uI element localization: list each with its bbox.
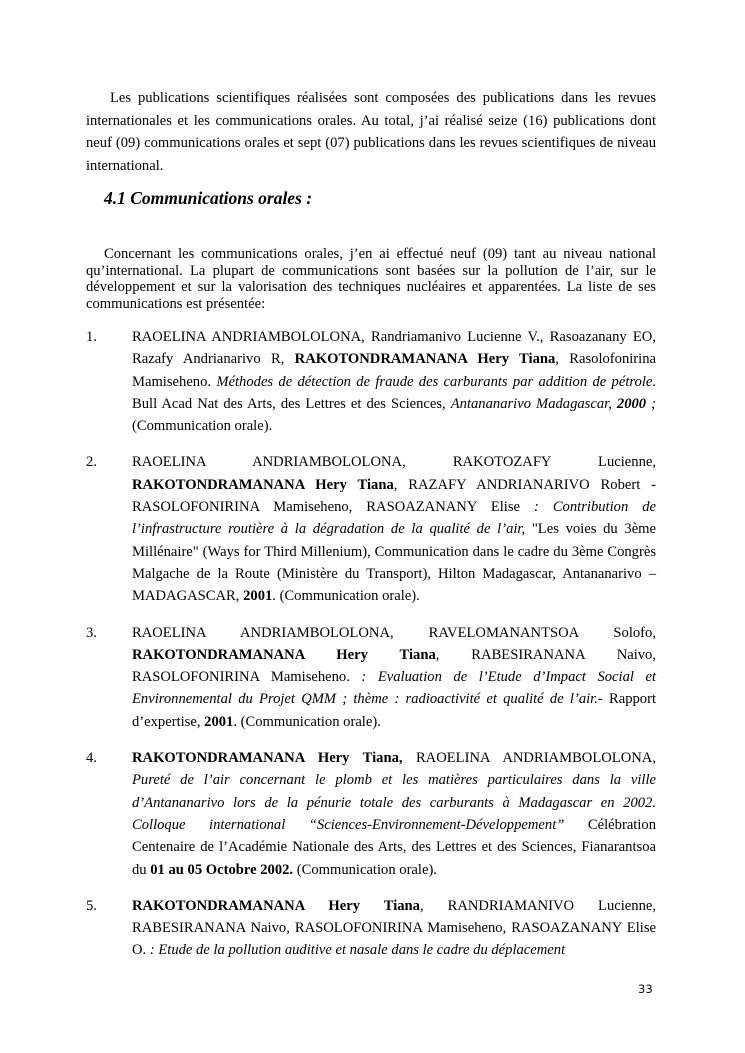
bold-text: 2001 xyxy=(204,713,234,730)
text-run: , RABESIRANANA Naivo, RASOLOFONIRINA Mamiseheno. xyxy=(132,646,657,686)
bold-text: RAKOTONDRAMANANA Hery Tiana, xyxy=(132,750,403,767)
reference-text xyxy=(132,451,656,607)
bold-italic-text: 2000 xyxy=(616,395,647,412)
italic-text: : Contribution de l’infrastructure routière à la dégradation de la qualité de l’air, xyxy=(132,499,656,538)
bold-text: 01 au 05 Octobre 2002. xyxy=(150,861,294,878)
reference-item xyxy=(86,326,656,437)
text-run: (Communication orale). xyxy=(132,418,273,435)
italic-text: : Evaluation de l’Etude d’Impact Social et Environnemental du Projet QMM ; thème : radioactivité et qualité de l’air. xyxy=(132,669,657,708)
reference-number: 3. xyxy=(86,624,97,641)
bold-text: RAKOTONDRAMANANA Hery Tiana xyxy=(132,897,420,914)
italic-text: : Etude de la pollution auditive et nasale dans le cadre du déplacement xyxy=(146,942,566,959)
italic-text: Antananarivo Madagascar, xyxy=(450,395,617,412)
italic-text: Méthodes de détection de fraude des carburants par addition de pétrole xyxy=(216,373,653,390)
bold-text: 2001 xyxy=(243,588,273,605)
section-heading: 4.1 Communications orales : xyxy=(104,188,313,208)
text-run: , RANDRIAMANIVO Lucienne, RABESIRANANA Naivo, RASOLOFONIRINA Mamiseheno, RASOAZANANY Elise O. xyxy=(132,897,656,959)
reference-item xyxy=(86,895,656,962)
reference-text xyxy=(132,747,656,881)
italic-text: ; xyxy=(646,395,656,412)
text-run: RAOELINA ANDRIAMBOLOLONA, Randriamanivo Lucienne V., Rasoazanany EO, Razafy Andrianarivo R, xyxy=(132,329,656,368)
bold-text: RAKOTONDRAMANANA Hery Tiana xyxy=(132,476,394,493)
text-run: - Rapport d’expertise, xyxy=(132,691,657,730)
text-run: RAOELINA ANDRIAMBOLOLONA, RAKOTOZAFY Lucienne, xyxy=(132,454,656,471)
section-intro-paragraph: Concernant les communications orales, j’en ai effectué neuf (09) tant au niveau national qu’international. La plupart de communications sont basées sur la pollution de l’air, sur le développement et sur la valorisation des techniques nucléaires et apparentées. La liste de ses communications est présentée: xyxy=(86,246,656,312)
italic-text: Pureté de l’air concernant le plomb et les matières particulaires dans la ville d’Antananarivo lors de la pénurie totale des carburants à Madagascar en 2002. Colloque international “Sciences-Environnement-Développement” xyxy=(132,772,656,833)
text-run: RAOELINA ANDRIAMBOLOLONA, RAVELOMANANTSOA Solofo, xyxy=(132,624,656,641)
text-run: RAOELINA ANDRIAMBOLOLONA, xyxy=(402,750,656,767)
text-run: , Rasolofonirina Mamiseheno. xyxy=(132,351,656,390)
bold-text: RAKOTONDRAMANANA Hery Tiana xyxy=(132,646,436,663)
intro-paragraph: Les publications scientifiques réalisées sont composées des publications dans les revues internationales et les communications orales. Au total, j’ai réalisé seize (16) publications dont neuf (09) communications orales et sept (07) publications dans les revues scientifiques de niveau international. xyxy=(86,90,656,174)
reference-number: 2. xyxy=(86,454,97,471)
text-run: . (Communication orale). xyxy=(272,588,420,605)
text-run: , RAZAFY ANDRIANARIVO Robert - RASOLOFONIRINA Mamiseheno, RASOAZANANY Elise xyxy=(132,476,657,516)
reference-number: 5. xyxy=(86,897,97,914)
reference-item xyxy=(86,747,656,881)
reference-text xyxy=(132,895,656,962)
reference-number: 1. xyxy=(86,329,97,345)
text-run: "Les voies du 3ème Millénaire" (Ways for Third Millenium), Communication dans le cadre du 3ème Congrès Malgache de la Route (Ministère du Transport), Hilton Madagascar, Antananarivo – MADAGASCAR, xyxy=(132,521,656,605)
page-number: 33 xyxy=(638,982,653,996)
text-run: . Bull Acad Nat des Arts, des Lettres et des Sciences, xyxy=(132,373,657,412)
reference-number: 4. xyxy=(86,750,97,767)
reference-text xyxy=(132,326,656,437)
bold-text: RAKOTONDRAMANANA Hery Tiana xyxy=(294,351,556,368)
references-list xyxy=(86,326,656,962)
text-run: . (Communication orale). xyxy=(233,713,381,730)
reference-text xyxy=(132,622,656,733)
text-run: Célébration Centenaire de l’Académie Nationale des Arts, des Lettres et des Sciences, Fianarantsoa du xyxy=(132,816,656,878)
reference-item xyxy=(86,622,656,733)
reference-item xyxy=(86,451,656,607)
text-run: (Communication orale). xyxy=(293,861,437,878)
